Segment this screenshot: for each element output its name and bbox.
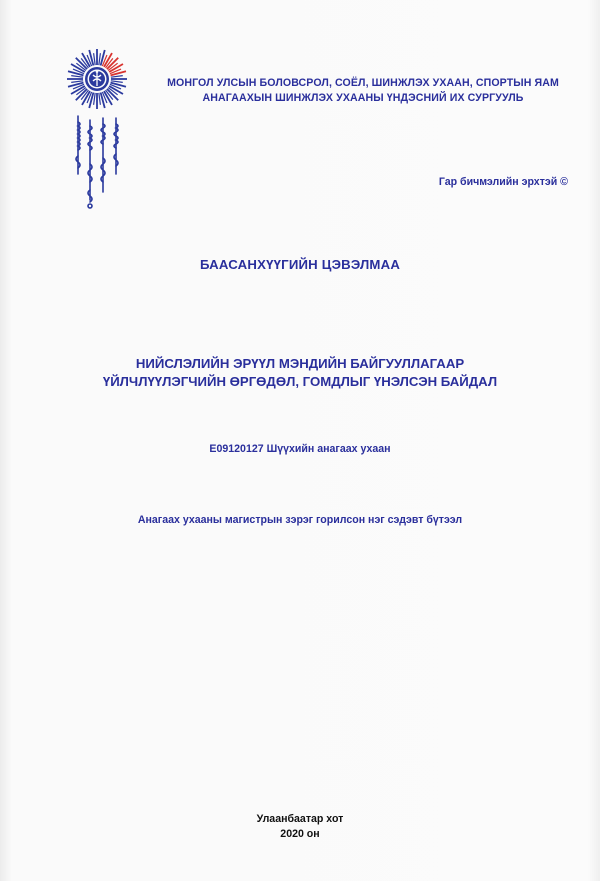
mongolian-script-inscription-icon — [70, 112, 132, 212]
emblem-ray — [94, 53, 96, 65]
copyright-notice: Гар бичмэлийн эрхтэй © — [438, 176, 568, 188]
thesis-title-line-1: НИЙСЛЭЛИЙН ЭРҮҮЛ МЭНДИЙН БАЙГУУЛЛАГААР — [135, 356, 465, 371]
emblem-ray — [111, 81, 123, 83]
emblem-ray — [99, 53, 101, 65]
emblem-ray — [94, 93, 96, 105]
year: 2020 он — [280, 828, 320, 840]
emblem-ray — [71, 76, 83, 78]
degree-statement: Анагаах ухааны магистрын зэрэг горилсон нэг сэдэвт бүтээл — [137, 514, 463, 526]
emblem-ray — [99, 93, 101, 105]
ministry-name: МОНГОЛ УЛСЫН БОЛОВСРОЛ, СОЁЛ, ШИНЖЛЭХ УХААН, СПОРТЫН ЯАМ — [167, 77, 559, 89]
institution-header — [148, 76, 578, 106]
thesis-title-line-2: ҮЙЛЧЛҮҮЛЭГЧИЙН ӨРГӨДӨЛ, ГОМДЛЫГ ҮНЭЛСЭН БАЙДАЛ — [102, 374, 498, 389]
thesis-title — [0, 355, 600, 391]
city: Улаанбаатар хот — [256, 813, 344, 825]
emblem-ray — [71, 81, 83, 83]
author-name: БААСАНХҮҮГИЙН ЦЭВЭЛМАА — [199, 257, 401, 272]
university-name: АНАГААХЫН ШИНЖЛЭХ УХААНЫ ҮНДЭСНИЙ ИХ СУРГУУЛЬ — [202, 92, 524, 104]
specialty-code: Е09120127 Шүүхийн анагаах ухаан — [209, 443, 391, 455]
place-and-year — [0, 812, 600, 842]
university-emblem-icon — [66, 48, 128, 110]
emblem-ray — [111, 76, 123, 78]
